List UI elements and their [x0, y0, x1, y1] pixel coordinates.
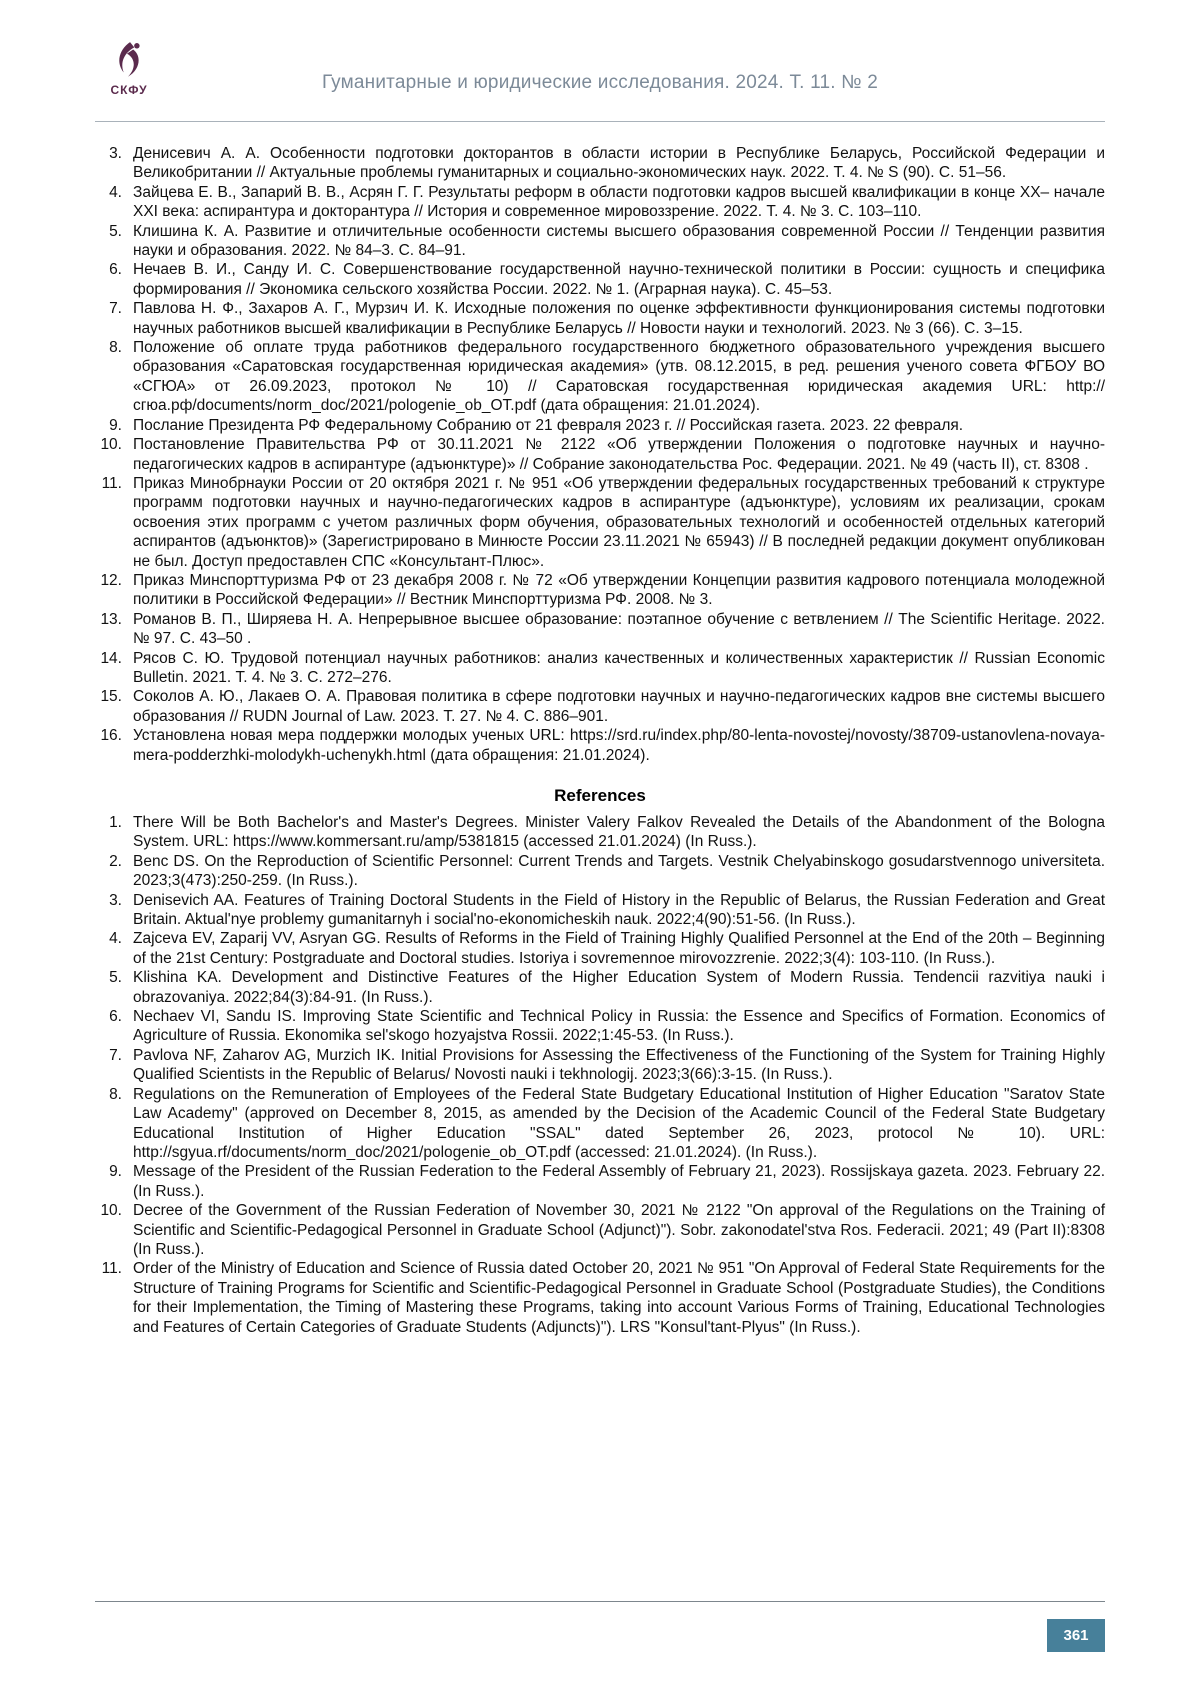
- reference-item: [95, 474, 1105, 571]
- reference-item: [95, 1259, 1105, 1337]
- reference-item: [95, 610, 1105, 649]
- reference-item: [95, 1162, 1105, 1201]
- reference-number: 7.: [109, 1046, 122, 1064]
- reference-number: 5.: [109, 969, 122, 987]
- reference-item: [95, 435, 1105, 474]
- reference-text: Павлова Н. Ф., Захаров А. Г., Мурзич И. К. Исходные положения по оценке эффективности функционирования системы подготовки научных работников высшей квалификации в Республике Беларусь // Новости науки и технологий. 2023. № 3 (66). С. 3–15.: [133, 300, 1105, 337]
- reference-number: 4.: [109, 930, 122, 948]
- reference-item: [95, 571, 1105, 610]
- reference-number: 14.: [100, 649, 122, 667]
- reference-text: Nechaev VI, Sandu IS. Improving State Scientific and Technical Policy in Russia: the Essence and Specifics of Formation. Economics of Agriculture of Russia. Ekonomika sel'skogo hozyajstva Rossii. 2022;1:45-53. (In Russ.).: [133, 1008, 1105, 1045]
- reference-item: [95, 852, 1105, 891]
- reference-number: 8.: [109, 339, 122, 357]
- reference-number: 9.: [109, 416, 122, 434]
- footer-divider: [95, 1601, 1105, 1602]
- reference-item: [95, 726, 1105, 765]
- reference-number: 10.: [100, 1202, 122, 1220]
- reference-number: 1.: [109, 814, 122, 831]
- english-references-list: [95, 813, 1105, 1337]
- reference-number: 9.: [109, 1163, 122, 1181]
- reference-number: 16.: [100, 727, 122, 745]
- reference-number: 6.: [109, 261, 122, 279]
- reference-text: Положение об оплате труда работников федерального государственного бюджетного образовательного учреждения высшего образования «Саратовская государственная юридическая академия» (утв. 08.12.2015, в ред. решения ученого совета ФГБОУ ВО «СГЮА» от 26.09.2023, протокол № 10) // Саратовская государственная юридическая академия URL: http://сгюа.рф/documents/norm_doc/2021/pologenie_ob_OT.pdf (дата обращения: 21.01.2024).: [133, 339, 1105, 415]
- reference-number: 12.: [100, 571, 122, 589]
- references-heading: References: [554, 786, 646, 805]
- reference-item: [95, 1046, 1105, 1085]
- reference-text: Regulations on the Remuneration of Employees of the Federal State Budgetary Educational Institution of Higher Education "Saratov State Law Academy" (approved on December 8, 2015, as amended by the Decision of the Academic Council of the Federal State Budgetary Educational Institution of Higher Education "SSAL" dated September 26, 2023, protocol № 10). URL: http://sgyua.rf/documents/norm_doc/2021/pologenie_ob_OT.pdf (accessed: 21.01.2024). (In Russ.).: [133, 1085, 1105, 1161]
- reference-text: Приказ Минспорттуризма РФ от 23 декабря 2008 г. № 72 «Об утверждении Концепции развития кадрового потенциала молодежной политики в Российской Федерации» // Вестник Минспорттуризма РФ. 2008. № 3.: [133, 571, 1105, 609]
- reference-item: [95, 1085, 1105, 1163]
- reference-text: Pavlova NF, Zaharov AG, Murzich IK. Initial Provisions for Assessing the Effectiveness of the Functioning of the System for Training Highly Qualified Scientists in the Republic of Belarus/ Novosti nauki i tekhnologij. 2023;3(66):3-15. (In Russ.).: [133, 1046, 1105, 1084]
- reference-item: [95, 260, 1105, 299]
- reference-item: [95, 222, 1105, 261]
- reference-number: 6.: [109, 1008, 122, 1026]
- reference-number: 8.: [109, 1085, 122, 1103]
- reference-text: Приказ Минобрнауки России от 20 октября 2021 г. № 951 «Об утверждении федеральных государственных требований к структуре программ подготовки научных и научно-педагогических кадров в аспирантуре (адъюнктуре), условиям их реализации, срокам освоения этих программ с учетом различных форм обучения, образовательных технологий и особенностей отдельных категорий аспирантов (адъюнктов)» (Зарегистрировано в Минюсте России 23.11.2021 № 65943) // В последней редакции документ опубликован не был. Доступ предоставлен СПС «Консультант-Плюс».: [133, 474, 1105, 570]
- journal-title: Гуманитарные и юридические исследования. 2024. Т. 11. № 2: [321, 72, 879, 93]
- reference-text: Рясов С. Ю. Трудовой потенциал научных работников: анализ качественных и количественных характеристик // Russian Economic Bulletin. 2021. Т. 4. № 3. С. 272–276.: [133, 649, 1105, 686]
- reference-number: 7.: [109, 300, 122, 318]
- page-number-badge: 361: [1047, 1619, 1105, 1652]
- reference-number: 11.: [101, 474, 122, 492]
- reference-number: 4.: [109, 183, 122, 201]
- reference-text: Клишина К. А. Развитие и отличительные особенности системы высшего образования современной России // Тенденции развития науки и образования. 2022. № 84–3. С. 84–91.: [133, 222, 1105, 260]
- reference-text: Order of the Ministry of Education and Science of Russia dated October 20, 2021 № 951 "On Approval of Federal State Requirements for the Structure of Training Programs for Scientific and Scientific-Pedagogical Personnel in Graduate School (Postgraduate Studies), the Conditions for their Implementation, the Timing of Mastering these Programs, taking into account Various Forms of Training, Educational Technologies and Features of Certain Categories of Graduate Students (Adjuncts)"). LRS "Konsul'tant-Plyus" (In Russ.).: [133, 1260, 1105, 1336]
- reference-number: 15.: [100, 688, 122, 706]
- reference-text: Denisevich AA. Features of Training Doctoral Students in the Field of History in the Republic of Belarus, the Russian Federation and Great Britain. Aktual'nye problemy gumanitarnyh i social'no-ekonomicheskih nauk. 2022;4(90):51-56. (In Russ.).: [133, 891, 1105, 929]
- reference-text: Message of the President of the Russian Federation to the Federal Assembly of February 21, 2023). Rossijskaya gazeta. 2023. February 22. (In Russ.).: [133, 1163, 1105, 1200]
- reference-item: [95, 891, 1105, 930]
- reference-text: Zajceva EV, Zaparij VV, Asryan GG. Results of Reforms in the Field of Training Highly Qualified Personnel at the End of the 20th – Beginning of the 21st Century: Postgraduate and Doctoral studies. Istoriya i sovremennoe mirovozzrenie. 2022;3(4): 103-110. (In Russ.).: [133, 930, 1105, 967]
- skfu-logo-text: СКФУ: [110, 83, 148, 97]
- reference-item: [95, 687, 1105, 726]
- reference-text: Decree of the Government of the Russian Federation of November 30, 2021 № 2122 "On approval of the Regulations on the Training of Scientific and Scientific-Pedagogical Personnel in Graduate School (Adjunct)"). Sobr. zakonodatel'stva Ros. Federacii. 2021; 49 (Part II):8308 (In Russ.).: [133, 1202, 1105, 1258]
- page-content: [95, 0, 1105, 1337]
- reference-item: [95, 649, 1105, 688]
- reference-number: 2.: [109, 852, 122, 870]
- reference-number: 10.: [100, 436, 122, 454]
- reference-item: [95, 1007, 1105, 1046]
- reference-item: [95, 299, 1105, 338]
- page-header: [95, 0, 1105, 122]
- reference-text: Денисевич А. А. Особенности подготовки докторантов в области истории в Республике Беларусь, Российской Федерации и Великобритании // Актуальные проблемы гуманитарных и социально-экономических наук. 2022. Т. 4. № S (90). С. 51–56.: [133, 145, 1105, 182]
- reference-number: 3.: [109, 145, 122, 162]
- russian-references-list: [95, 144, 1105, 765]
- reference-text: Зайцева Е. В., Запарий В. В., Асрян Г. Г. Результаты реформ в области подготовки кадров высшей квалификации в конце XX– начале XXI века: аспирантура и докторантура // История и современное мировоззрение. 2022. Т. 4. № 3. С. 103–110.: [133, 183, 1105, 221]
- reference-text: Установлена новая мера поддержки молодых ученых URL: https://srd.ru/index.php/80-lenta-novostej/novosty/38709-ustanovlena-novaya-mera-podderzhki-molodykh-uchenykh.html (дата обращения: 21.01.2024).: [133, 727, 1105, 764]
- reference-number: 11.: [101, 1260, 122, 1278]
- reference-text: Романов В. П., Ширяева Н. А. Непрерывное высшее образование: поэтапное обучение с ветвлением // The Scientific Heritage. 2022. № 97. С. 43–50 .: [133, 610, 1105, 648]
- reference-number: 5.: [109, 222, 122, 240]
- reference-item: [95, 183, 1105, 222]
- reference-item: [95, 416, 1105, 435]
- reference-item: [95, 338, 1105, 416]
- reference-text: Постановление Правительства РФ от 30.11.2021 № 2122 «Об утверждении Положения о подготовке научных и научно-педагогических кадров в аспирантуре (адъюнктуре)» // Собрание законодательства Рос. Федерации. 2021. № 49 (часть II), ст. 8308 .: [133, 436, 1105, 473]
- reference-number: 13.: [100, 610, 122, 628]
- reference-item: [95, 968, 1105, 1007]
- reference-text: Послание Президента РФ Федеральному Собранию от 21 февраля 2023 г. // Российская газета. 2023. 22 февраля.: [133, 416, 964, 434]
- reference-text: Соколов А. Ю., Лакаев О. А. Правовая политика в сфере подготовки научных и научно-педагогических кадров вне системы высшего образования // RUDN Journal of Law. 2023. Т. 27. № 4. С. 886–901.: [133, 688, 1105, 725]
- page-footer: [95, 1601, 1105, 1652]
- reference-item: [95, 813, 1105, 852]
- reference-text: Klishina KA. Development and Distinctive Features of the Higher Education System of Modern Russia. Tendencii razvitiya nauki i obrazovaniya. 2022;84(3):84-91. (In Russ.).: [133, 969, 1105, 1006]
- reference-item: [95, 1201, 1105, 1259]
- reference-text: There Will be Both Bachelor's and Master's Degrees. Minister Valery Falkov Revealed the Details of the Abandonment of the Bologna System. URL: https://www.kommersant.ru/amp/5381815 (accessed 21.01.2024) (In Russ.).: [133, 814, 1105, 851]
- reference-text: Benc DS. On the Reproduction of Scientific Personnel: Current Trends and Targets. Vestnik Chelyabinskogo gosudarstvennogo universiteta. 2023;3(473):250-259. (In Russ.).: [133, 852, 1105, 890]
- reference-item: [95, 144, 1105, 183]
- reference-item: [95, 929, 1105, 968]
- reference-number: 3.: [109, 891, 122, 909]
- reference-text: Нечаев В. И., Санду И. С. Совершенствование государственной научно-технической политики в России: сущность и специфика формирования // Экономика сельского хозяйства России. 2022. № 1. (Аграрная наука). С. 45–53.: [133, 261, 1105, 298]
